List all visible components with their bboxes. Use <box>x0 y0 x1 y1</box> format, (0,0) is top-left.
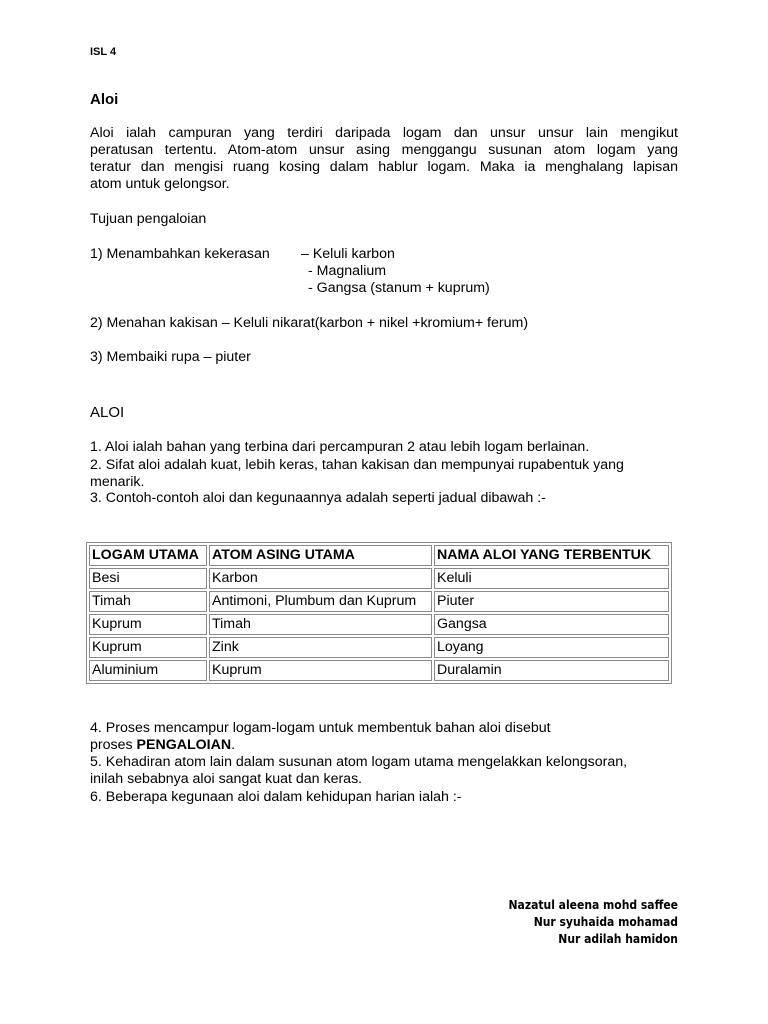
table-header-cell: LOGAM UTAMA <box>89 545 207 566</box>
section-title-aloi: Aloi <box>90 91 119 108</box>
author-name: Nur syuhaida mohamad <box>533 915 678 929</box>
point-4-cont <box>90 737 235 754</box>
point-1: 1. Aloi ialah bahan yang terbina dari percampuran 2 atau lebih logam berlainan. <box>90 439 590 455</box>
table-cell: Keluli <box>434 568 669 589</box>
point-6: 6. Beberapa kegunaan aloi dalam kehidupan harian ialah :- <box>90 789 462 805</box>
table-cell: Zink <box>209 637 432 658</box>
document-id: ISL 4 <box>90 46 117 58</box>
table-cell: Duralamin <box>434 660 669 681</box>
alloy-table-wrapper <box>86 542 672 684</box>
table-cell: Loyang <box>434 637 669 658</box>
point-5: 5. Kehadiran atom lain dalam susunan atom logam utama mengelakkan kelongsoran, <box>90 754 628 770</box>
table-cell: Kuprum <box>89 637 207 658</box>
example-gangsa: - Gangsa (stanum + kuprum) <box>308 280 490 296</box>
point-4: 4. Proses mencampur logam-logam untuk membentuk bahan aloi disebut <box>90 720 551 736</box>
purpose-item-2: 2) Menahan kakisan – Keluli nikarat(karbon + nikel +kromium+ ferum) <box>90 315 529 331</box>
table-cell: Piuter <box>434 591 669 612</box>
intro-paragraph <box>90 125 678 193</box>
table-header-cell: NAMA ALOI YANG TERBENTUK <box>434 545 669 566</box>
paragraph-line: Aloi ialah campuran yang terdiri daripada logam dan unsur unsur lain mengikut <box>90 125 678 141</box>
paragraph-line: atom untuk gelongsor. <box>90 176 230 192</box>
point-4-keyword: PENGALOIAN <box>136 737 232 753</box>
table-row <box>89 614 669 635</box>
example-keluli-karbon: – Keluli karbon <box>301 246 395 262</box>
table-row <box>89 568 669 589</box>
author-name: Nur adilah hamidon <box>558 932 678 946</box>
point-2: 2. Sifat aloi adalah kuat, lebih keras, tahan kakisan dan mempunyai rupabentuk yang <box>90 457 624 473</box>
table-cell: Aluminium <box>89 660 207 681</box>
point-5-cont: inilah sebabnya aloi sangat kuat dan keras. <box>90 771 363 787</box>
table-row <box>89 591 669 612</box>
table-cell: Gangsa <box>434 614 669 635</box>
table-cell: Kuprum <box>209 660 432 681</box>
table-header-cell: ATOM ASING UTAMA <box>209 545 432 566</box>
author-name: Nazatul aleena mohd saffee <box>508 898 678 912</box>
table-cell: Antimoni, Plumbum dan Kuprum <box>209 591 432 612</box>
table-row <box>89 660 669 681</box>
table-cell: Timah <box>209 614 432 635</box>
purpose-item-1: 1) Menambahkan kekerasan <box>90 246 270 262</box>
section-title-aloi-caps: ALOI <box>90 404 125 421</box>
point-4-suffix: . <box>231 737 236 753</box>
table-cell: Karbon <box>209 568 432 589</box>
paragraph-line: peratusan tertentu. Atom-atom unsur asing menggangu susunan atom logam yang <box>90 142 678 158</box>
table-row <box>89 637 669 658</box>
table-header-row <box>89 545 669 566</box>
alloy-table <box>86 542 672 684</box>
point-4-prefix: proses <box>90 737 137 753</box>
table-cell: Kuprum <box>89 614 207 635</box>
table-cell: Besi <box>89 568 207 589</box>
purpose-item-3: 3) Membaiki rupa – piuter <box>90 349 251 365</box>
table-cell: Timah <box>89 591 207 612</box>
point-3: 3. Contoh-contoh aloi dan kegunaannya adalah seperti jadual dibawah :- <box>90 490 546 506</box>
purpose-heading: Tujuan pengaloian <box>90 211 207 227</box>
paragraph-line: teratur dan mengisi ruang kosing dalam hablur logam. Maka ia menghalang lapisan <box>90 159 678 175</box>
example-magnalium: - Magnalium <box>308 263 387 279</box>
point-2-cont: menarik. <box>90 474 145 490</box>
